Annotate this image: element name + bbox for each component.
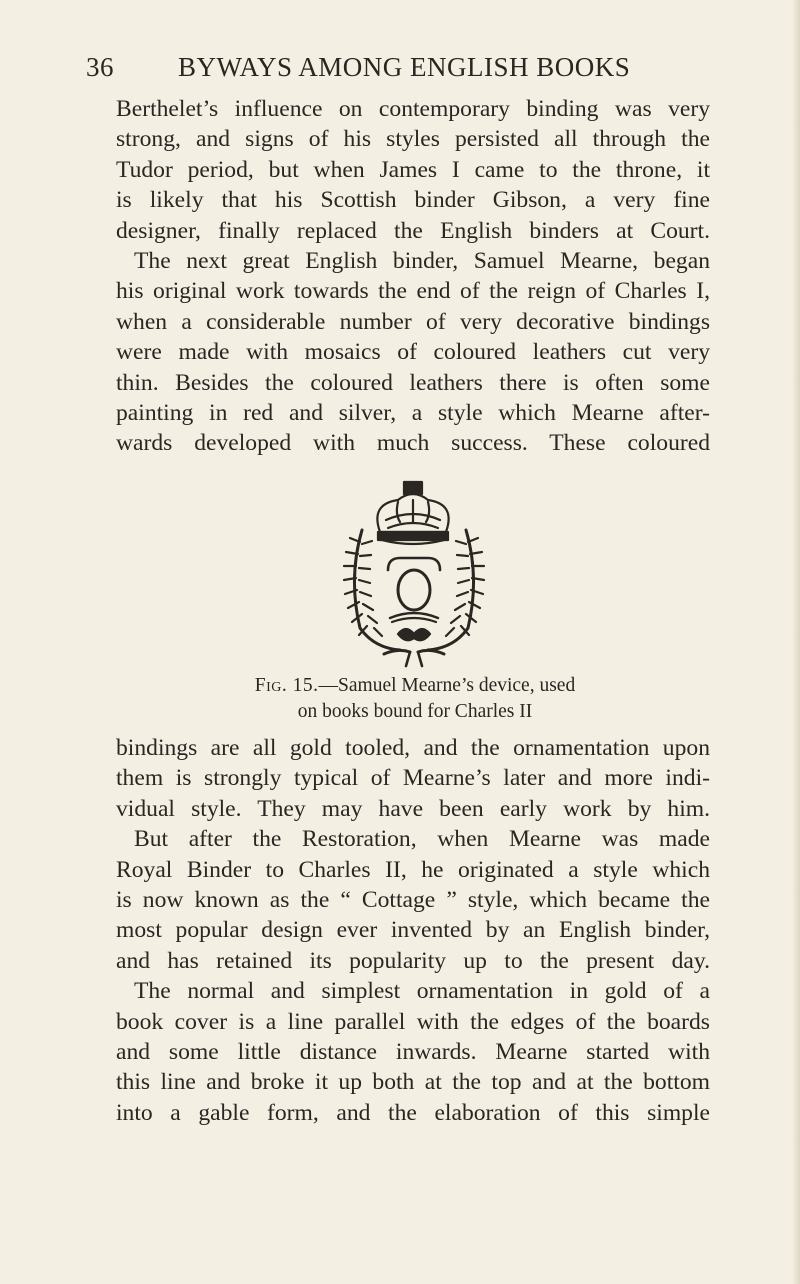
text-line: into a gable form, and the elaboration of this simple <box>116 1099 710 1126</box>
left-branch-icon <box>344 530 400 650</box>
running-title: BYWAYS AMONG ENGLISH BOOKS <box>178 52 631 82</box>
caption-line <box>200 673 630 699</box>
text-line: is now known as the “ Cottage ” style, which became the <box>116 886 710 913</box>
text-line: and some little distance inwards. Mearne started with <box>116 1038 710 1065</box>
text-line: designer, finally replaced the English binders at Court. <box>116 217 710 244</box>
text-line: were made with mosaics of coloured leathers cut very <box>116 339 710 366</box>
body-text-bottom <box>116 733 710 1128</box>
text-line: his original work towards the end of the reign of Charles I, <box>116 278 710 305</box>
figure-label: Fig. 15. <box>254 675 319 696</box>
text-line: thin. Besides the coloured leathers there is often some <box>116 369 710 396</box>
text-line: wards developed with much success. These coloured <box>116 430 710 457</box>
text-line: book cover is a line parallel with the edges of the boards <box>116 1008 710 1035</box>
text-line: this line and broke it up both at the top and at the bottom <box>116 1069 710 1096</box>
text-line: strong, and signs of his styles persisted all through the <box>116 126 710 153</box>
body-text-top <box>116 94 710 459</box>
text-line: is likely that his Scottish binder Gibson, a very fine <box>116 187 710 214</box>
text-line: bindings are all gold tooled, and the ornamentation upon <box>116 735 710 761</box>
text-line: most popular design ever invented by an English binder, <box>116 917 710 944</box>
crown-icon <box>377 482 448 544</box>
text-line: Tudor period, but when James I came to the throne, it <box>116 156 710 183</box>
text-line: them is strongly typical of Mearne’s later and more indi- <box>116 765 710 792</box>
text-line: when a considerable number of very decorative bindings <box>116 308 710 335</box>
text-line: Berthelet’s influence on contemporary binding was very <box>116 96 710 122</box>
page-number: 36 <box>86 52 114 82</box>
cipher-monogram-icon <box>388 558 440 622</box>
text-line: vidual style. They may have been early work by him. <box>116 795 710 822</box>
figure-caption <box>200 673 630 725</box>
caption-text: —Samuel Mearne’s device, used <box>318 675 576 696</box>
mearne-device-illustration <box>340 478 488 670</box>
right-branch-icon <box>428 530 484 650</box>
text-line: The next great English binder, Samuel Mearne, began <box>134 247 710 274</box>
text-line: painting in red and silver, a style which Mearne after- <box>116 399 710 426</box>
ribbon-knot-icon <box>384 629 444 666</box>
page-edge-shadow <box>792 0 800 1284</box>
text-line: But after the Restoration, when Mearne was made <box>134 826 710 853</box>
text-line: Royal Binder to Charles II, he originated a style which <box>116 856 710 883</box>
text-line: and has retained its popularity up to the present day. <box>116 947 710 974</box>
running-head <box>86 52 726 92</box>
caption-line: on books bound for Charles II <box>297 701 533 722</box>
text-line: The normal and simplest ornamentation in gold of a <box>134 978 710 1005</box>
